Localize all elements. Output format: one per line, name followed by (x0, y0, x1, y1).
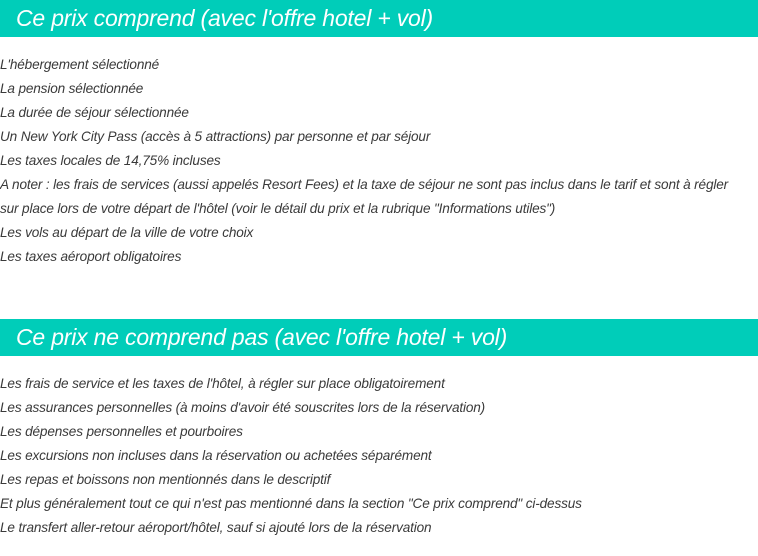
included-item: Les taxes locales de 14,75% incluses (0, 153, 221, 168)
excluded-item: Et plus généralement tout ce qui n'est pas mentionné dans la section "Ce prix comprend" ci-dessus (0, 496, 582, 511)
excluded-item: Les excursions non incluses dans la réservation ou achetées séparément (0, 448, 432, 463)
excluded-section-header (0, 319, 758, 356)
excluded-item: Les frais de service et les taxes de l'hôtel, à régler sur place obligatoirement (0, 376, 445, 391)
excluded-item: Les dépenses personnelles et pourboires (0, 424, 243, 439)
excluded-item: Les assurances personnelles (à moins d'avoir été souscrites lors de la réservation) (0, 400, 486, 415)
included-items-list (0, 53, 758, 269)
included-item: Les vols au départ de la ville de votre choix (0, 225, 254, 240)
excluded-items-list (0, 372, 758, 540)
included-item: L'hébergement sélectionné (0, 57, 160, 72)
excluded-section-title: Ce prix ne comprend pas (avec l'offre hotel + vol) (16, 324, 508, 350)
included-item: La durée de séjour sélectionnée (0, 105, 189, 120)
included-item: Les taxes aéroport obligatoires (0, 249, 182, 264)
excluded-item: Les repas et boissons non mentionnés dans le descriptif (0, 472, 331, 487)
included-section-header (0, 0, 758, 37)
included-item: Un New York City Pass (accès à 5 attractions) par personne et par séjour (0, 129, 431, 144)
included-item: La pension sélectionnée (0, 81, 144, 96)
excluded-item: Le transfert aller-retour aéroport/hôtel, sauf si ajouté lors de la réservation (0, 520, 432, 535)
included-section-title: Ce prix comprend (avec l'offre hotel + vol) (16, 5, 434, 31)
included-item: sur place lors de votre départ de l'hôtel (voir le détail du prix et la rubrique "Informations utiles") (0, 201, 556, 216)
included-item: A noter : les frais de services (aussi appelés Resort Fees) et la taxe de séjour ne sont pas inclus dans le tarif et sont à régler (0, 177, 729, 192)
